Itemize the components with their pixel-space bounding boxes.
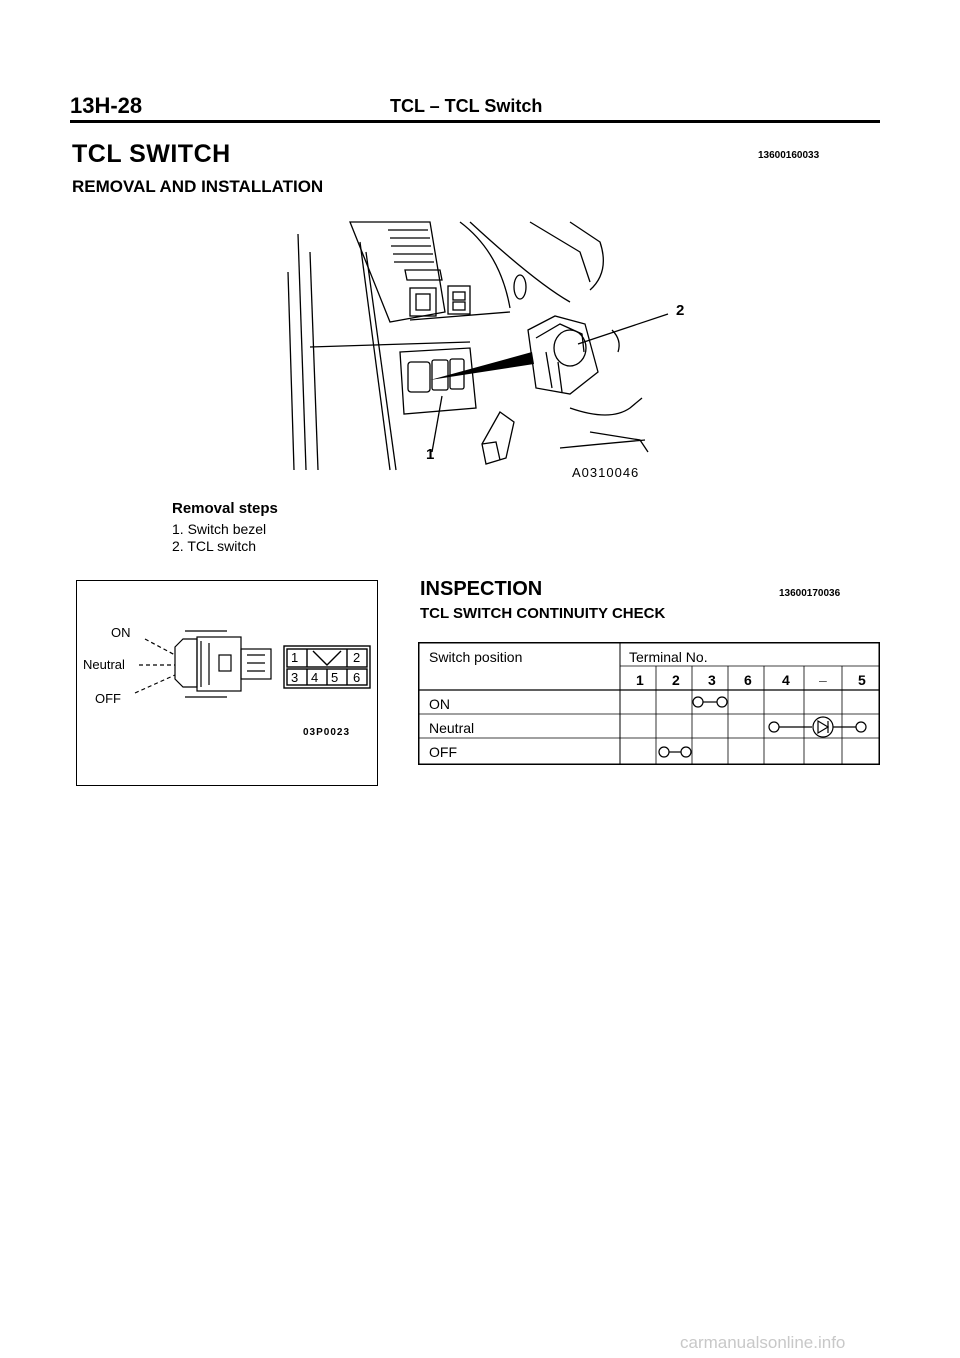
- inspection-subtitle: TCL SWITCH CONTINUITY CHECK: [420, 605, 666, 622]
- removal-steps-heading: Removal steps: [172, 500, 278, 517]
- removal-step: 2. TCL switch: [172, 538, 257, 554]
- removal-step: 1. Switch bezel: [172, 521, 267, 537]
- watermark: carmanualsonline.info: [680, 1333, 846, 1352]
- terminal-header: 5: [858, 672, 866, 688]
- terminal-header: –: [819, 672, 827, 688]
- row-label-on: ON: [429, 696, 450, 712]
- section-code: 13600160033: [758, 150, 820, 161]
- table-header-terminal-no: Terminal No.: [629, 649, 708, 665]
- switch-connector-figure: [76, 580, 378, 786]
- inspection-code: 13600170036: [779, 588, 841, 599]
- row-label-off: OFF: [429, 744, 457, 760]
- dashboard-illustration: [270, 212, 720, 494]
- label-neutral: Neutral: [83, 657, 125, 672]
- pin-5: 5: [331, 670, 339, 685]
- pin-1: 1: [291, 650, 299, 665]
- callout-1: 1: [426, 446, 435, 463]
- header-rule: [70, 120, 880, 123]
- label-on: ON: [111, 625, 131, 640]
- terminal-header: 6: [744, 672, 752, 688]
- row-label-neutral: Neutral: [429, 720, 475, 736]
- pin-6: 6: [353, 670, 361, 685]
- page-number: 13H-28: [70, 93, 143, 118]
- terminal-header: 2: [672, 672, 680, 688]
- continuity-link-neutral-diode: [769, 717, 866, 737]
- pin-4: 4: [311, 670, 319, 685]
- continuity-link-on: [693, 697, 727, 707]
- subsection-title: REMOVAL AND INSTALLATION: [72, 177, 324, 196]
- running-title: TCL – TCL Switch: [390, 96, 543, 116]
- table-header-switch-position: Switch position: [429, 649, 523, 665]
- inspection-title: INSPECTION: [420, 578, 543, 600]
- callout-2: 2: [676, 302, 685, 319]
- terminal-header: 3: [708, 672, 716, 688]
- continuity-link-off: [659, 747, 691, 757]
- label-off: OFF: [95, 691, 121, 706]
- figure2-code: 03P0023: [303, 727, 351, 738]
- removal-steps-list: [172, 521, 266, 555]
- pin-3: 3: [291, 670, 299, 685]
- terminal-header: 1: [636, 672, 644, 688]
- pin-2: 2: [353, 650, 361, 665]
- section-title: TCL SWITCH: [72, 140, 231, 168]
- figure-code: A0310046: [572, 465, 640, 480]
- terminal-header: 4: [782, 672, 790, 688]
